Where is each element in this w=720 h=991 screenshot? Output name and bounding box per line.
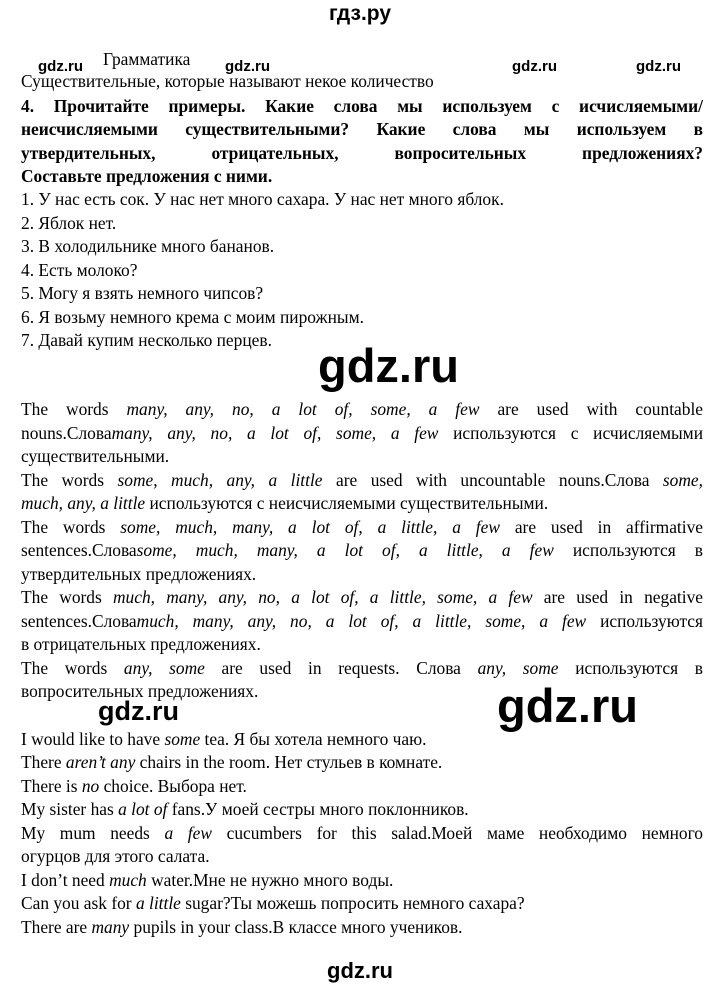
rule-line: much, any, a little используются с неисчисляемыми существительными. [21,493,549,513]
watermark-bottom: gdz.ru [327,958,393,983]
sentence-line: There aren’t any chairs in the room. Нет стульев в комнате. [21,752,443,772]
rule-line: sentences.Словаsome, much, many, a lot of, a little, a few используются в [21,540,704,560]
example-item: 6. Я возьму немного крема с моим пирожным. [21,307,364,327]
watermark-medium: gdz.ru [98,696,179,726]
rule-line: в отрицательных предложениях. [21,634,261,654]
rule-line: The words any, some are used in requests. Слова any, some используются в [21,658,703,678]
rule-line: утвердительных предложениях. [21,564,257,584]
watermark-small: gdz.ru [636,58,681,75]
rule-line: вопросительных предложениях. [21,681,259,701]
example-item: 5. Могу я взять немного чипсов? [21,283,264,303]
example-item: 7. Давай купим несколько перцев. [21,330,272,350]
watermark-big: gdz.ru [318,339,459,392]
example-item: 3. В холодильнике много бананов. [21,236,275,256]
section-subtitle: Существительные, которые называют некое количество [21,71,434,91]
watermark-small: gdz.ru [225,58,270,75]
rule-line: существительными. [21,446,170,466]
rule-line: The words some, much, many, a lot of, a little, a few are used in affirmative [21,517,703,537]
sentence-line: Can you ask for a little sugar?Ты можешь попросить немного сахара? [21,893,525,913]
task-line: Составьте предложения с ними. [21,166,273,186]
watermark-small: gdz.ru [38,58,83,75]
watermark-small: gdz.ru [512,58,557,75]
task-line: неисчисляемыми существительными? Какие слова мы используем в [21,119,703,139]
rule-line: The words some, much, any, a little are used with uncountable nouns.Слова some, [21,470,703,490]
rule-line: sentences.Словаmuch, many, any, no, a lot of, a little, some, a few используются [21,611,704,631]
watermark-big: gdz.ru [497,679,638,732]
example-item: 2. Яблок нет. [21,213,117,233]
rule-line: nouns.Словаmany, any, no, a lot of, some, a few используются с исчисляемыми [21,423,703,443]
sentence-line: огурцов для этого салата. [21,846,210,866]
sentence-line: My sister has a lot of fans.У моей сестры много поклонников. [21,799,469,819]
sentence-line: I don’t need much water.Мне не нужно много воды. [21,870,394,890]
task-line: утвердительных, отрицательных, вопросительных предложениях? [21,143,703,163]
sentence-line: There are many pupils in your class.В классе много учеников. [21,917,463,937]
sentence-line: There is no choice. Выбора нет. [21,776,247,796]
sentence-line: My mum needs a few cucumbers for this salad.Моей маме необходимо немного [21,823,703,843]
rule-line: The words much, many, any, no, a lot of, a little, some, a few are used in negative [21,587,703,607]
task-line: 4. Прочитайте примеры. Какие слова мы используем с исчисляемыми/ [21,96,703,116]
example-item: 4. Есть молоко? [21,260,138,280]
rule-line: The words many, any, no, a lot of, some, a few are used with countable [21,399,703,419]
section-title: Грамматика [103,49,191,69]
watermark-top: гдз.ру [328,2,392,25]
example-item: 1. У нас есть сок. У нас нет много сахара. У нас нет много яблок. [21,189,504,209]
sentence-line: I would like to have some tea. Я бы хотела немного чаю. [21,729,427,749]
